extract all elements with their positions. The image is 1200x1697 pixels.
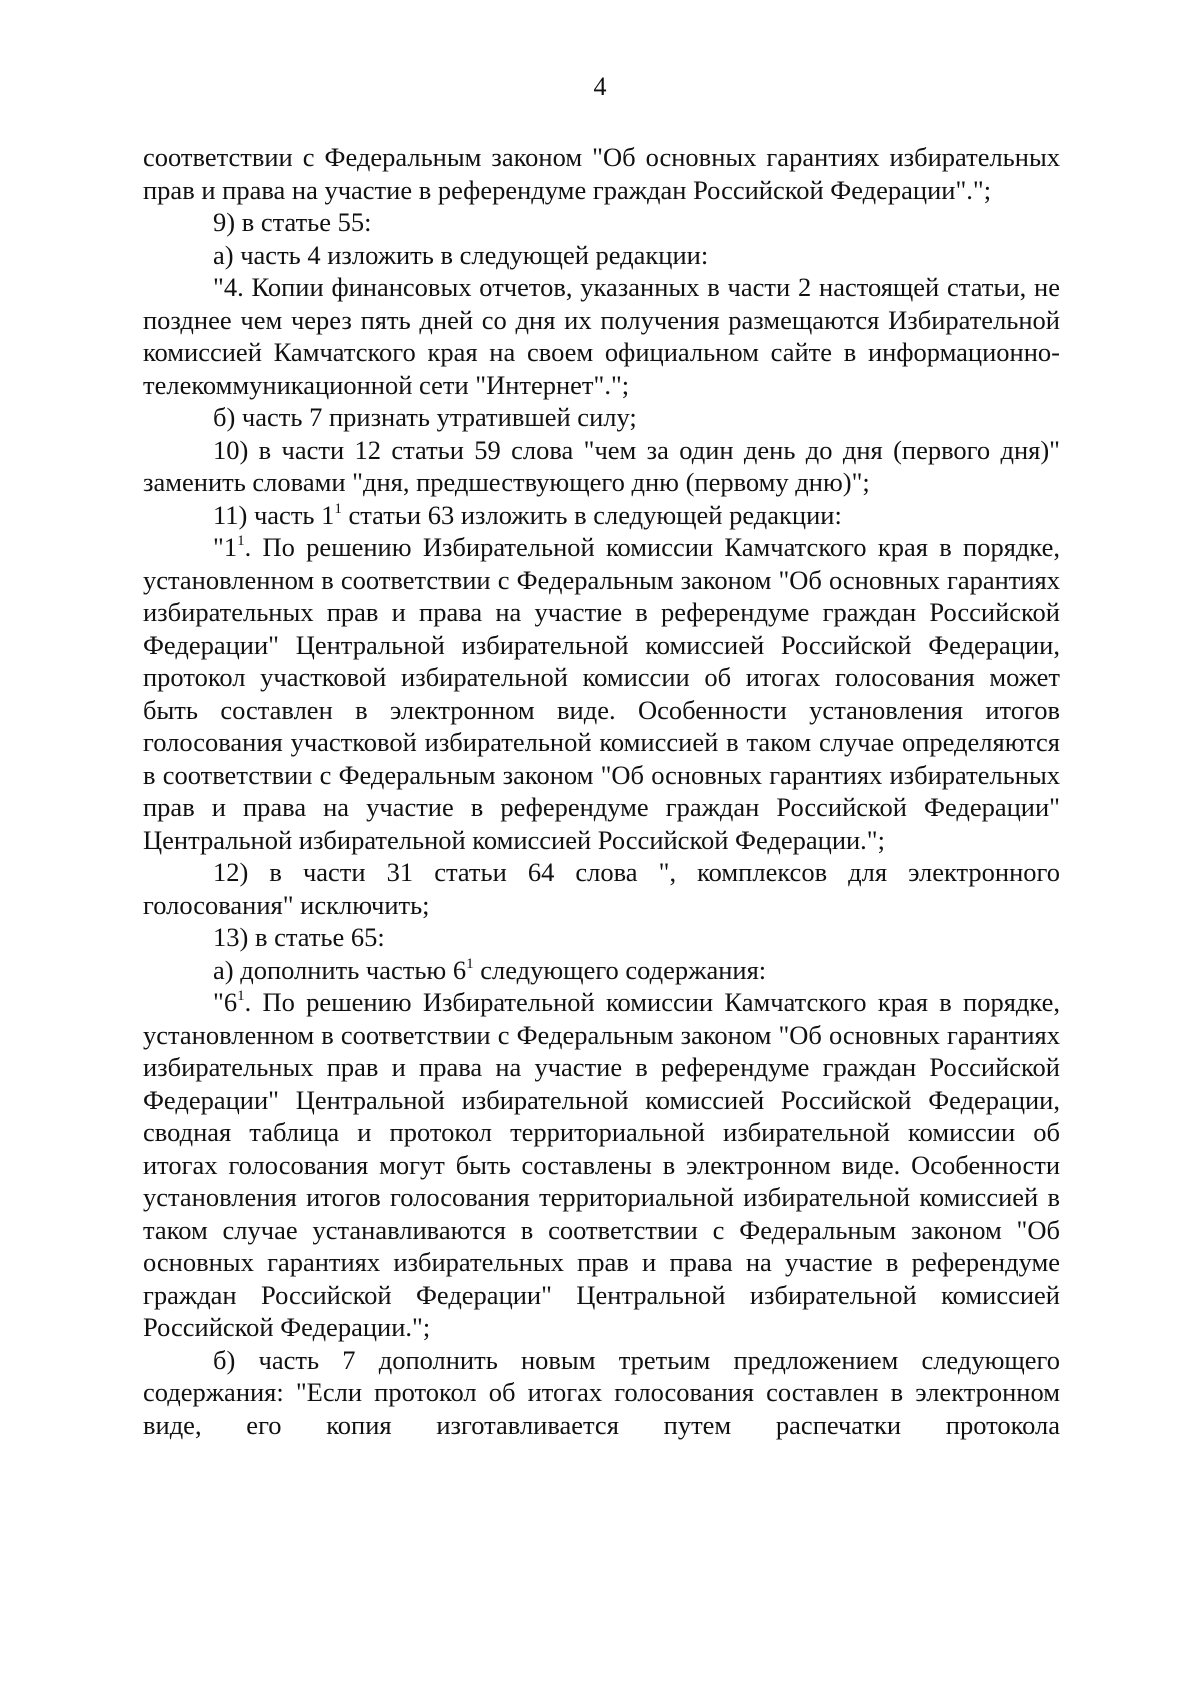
paragraph-item-11-text-end: статьи 63 изложить в следующей редакции: bbox=[341, 499, 842, 530]
paragraph-item-11-text-start: 11) часть 1 bbox=[213, 499, 335, 530]
paragraph-item-11 bbox=[143, 499, 1060, 532]
paragraph-subitem-a-article-65 bbox=[143, 954, 1060, 987]
superscript: 1 bbox=[237, 988, 245, 1005]
paragraph-subitem-b-article-55: б) часть 7 признать утратившей силу; bbox=[213, 402, 637, 432]
superscript: 1 bbox=[237, 533, 245, 550]
paragraph-subitem-a-article-65-start: а) дополнить частью 6 bbox=[213, 954, 467, 985]
paragraph-quoted-part-1-1 bbox=[143, 531, 1060, 856]
paragraph-item-13: 13) в статье 65: bbox=[213, 922, 385, 952]
superscript: 1 bbox=[334, 500, 342, 517]
document-body bbox=[143, 141, 1060, 1441]
paragraph-item-10: 10) в части 12 статьи 59 слова "чем за один день до дня (первого дня)" заменить словами "дня, предшествующего дню (первому дню)"; bbox=[143, 434, 1060, 497]
paragraph-item-12: 12) в части 31 статьи 64 слова ", комплексов для электронного голосования" исключить; bbox=[143, 857, 1060, 920]
paragraph-item-9: 9) в статье 55: bbox=[213, 207, 372, 237]
paragraph-subitem-b-article-65: б) часть 7 дополнить новым третьим предложением следующего содержания: "Если протокол об итогах голосования составлен в электронном виде, его копия изготавливается путем распечатки протокола bbox=[143, 1344, 1060, 1440]
paragraph-quoted-part-6-1-start: "6 bbox=[213, 987, 238, 1017]
paragraph-quoted-part-6-1-text: . По решению Избирательной комиссии Камчатского края в порядке, установленном в соответствии с Федеральным законом "Об основных гарантиях избирательных прав и права на участие в референдуме граждан Российской Федерации" Центральной избирательной комиссией Российской Федерации, сводная таблица и протокол территориальной избирательной комиссии об итогах голосования могут быть составлены в электронном виде. Особенности установления итогов голосования территориальной избирательной комиссией в таком случае устанавливаются в соответствии с Федеральным законом "Об основных гарантиях избирательных прав и права на участие в референдуме граждан Российской Федерации" Центральной избирательной комиссией Российской Федерации."; bbox=[143, 987, 1060, 1342]
paragraph-subitem-a-article-65-end: следующего содержания: bbox=[473, 954, 767, 985]
paragraph-quoted-part-1-1-text: . По решению Избирательной комиссии Камчатского края в порядке, установленном в соответствии с Федеральным законом "Об основных гарантиях избирательных прав и права на участие в референдуме граждан Российской Федерации" Центральной избирательной комиссией Российской Федерации, протокол участковой избирательной комиссии об итогах голосования может быть составлен в электронном виде. Особенности установления итогов голосования участковой избирательной комиссией в таком случае определяются в соответствии с Федеральным законом "Об основных гарантиях избирательных прав и права на участие в референдуме граждан Российской Федерации" Центральной избирательной комиссией Российской Федерации."; bbox=[143, 532, 1060, 855]
paragraph-quoted-part-1-1-start: "1 bbox=[213, 532, 238, 562]
paragraph-subitem-a-article-55: а) часть 4 изложить в следующей редакции: bbox=[213, 239, 709, 270]
paragraph-quoted-part-6-1 bbox=[143, 986, 1060, 1344]
page-number: 4 bbox=[593, 72, 607, 101]
paragraph-continuation: соответствии с Федеральным законом "Об основных гарантиях избирательных прав и права на участие в референдуме граждан Российской Федерации"."; bbox=[143, 142, 1060, 205]
paragraph-quoted-part-4: "4. Копии финансовых отчетов, указанных в части 2 настоящей статьи, не позднее чем через пять дней со дня их получения размещаются Избирательной комиссией Камчатского края на своем официальном сайте в информационно-телекоммуникационной сети "Интернет"."; bbox=[143, 272, 1060, 400]
superscript: 1 bbox=[466, 955, 474, 972]
